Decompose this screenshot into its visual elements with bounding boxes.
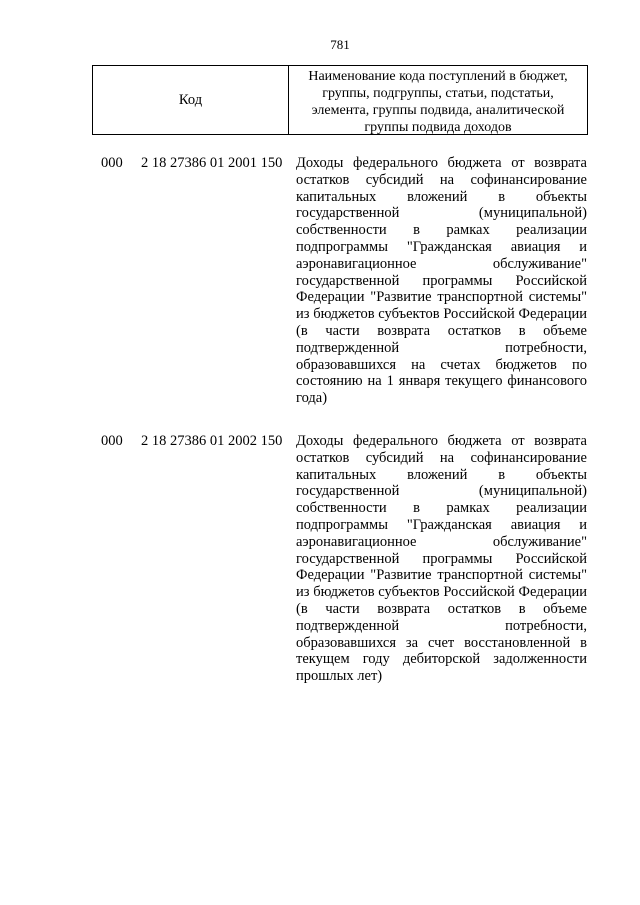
admin-code: 000 bbox=[101, 433, 123, 449]
row-description: Доходы федерального бюджета от возврата остатков субсидий на софинансирование капитальных вложений в объекты государственной (муниципальной) собственности в рамках реализации подпрограммы "Гражданская авиация и аэронавигационное обслуживание" государственной программы Российской Федерации "Развитие транспортной системы" из бюджетов субъектов Российской Федерации (в части возврата остатков в объеме подтвержденной потребности, образовавшихся на счетах бюджетов по состоянию на 1 января текущего финансового года) bbox=[296, 155, 587, 407]
admin-code: 000 bbox=[101, 155, 123, 171]
page-number: 781 bbox=[330, 37, 350, 52]
budget-code: 2 18 27386 01 2001 150 bbox=[141, 155, 283, 171]
header-name-cell: Наименование кода поступлений в бюджет, группы, подгруппы, статьи, подстатьи, элемента, группы подвида, аналитической группы подвида доходов bbox=[308, 69, 568, 135]
row-description: Доходы федерального бюджета от возврата остатков субсидий на софинансирование капитальных вложений в объекты государственной (муниципальной) собственности в рамках реализации подпрограммы "Гражданская авиация и аэронавигационное обслуживание" государственной программы Российской Федерации "Развитие транспортной системы" из бюджетов субъектов Российской Федерации (в части возврата остатков в объеме подтвержденной потребности, образовавшихся за счет восстановленной в текущем году дебиторской задолженности прошлых лет) bbox=[296, 433, 587, 685]
table-header bbox=[92, 65, 588, 135]
budget-code: 2 18 27386 01 2002 150 bbox=[141, 433, 283, 449]
header-code-cell: Код bbox=[93, 66, 289, 134]
